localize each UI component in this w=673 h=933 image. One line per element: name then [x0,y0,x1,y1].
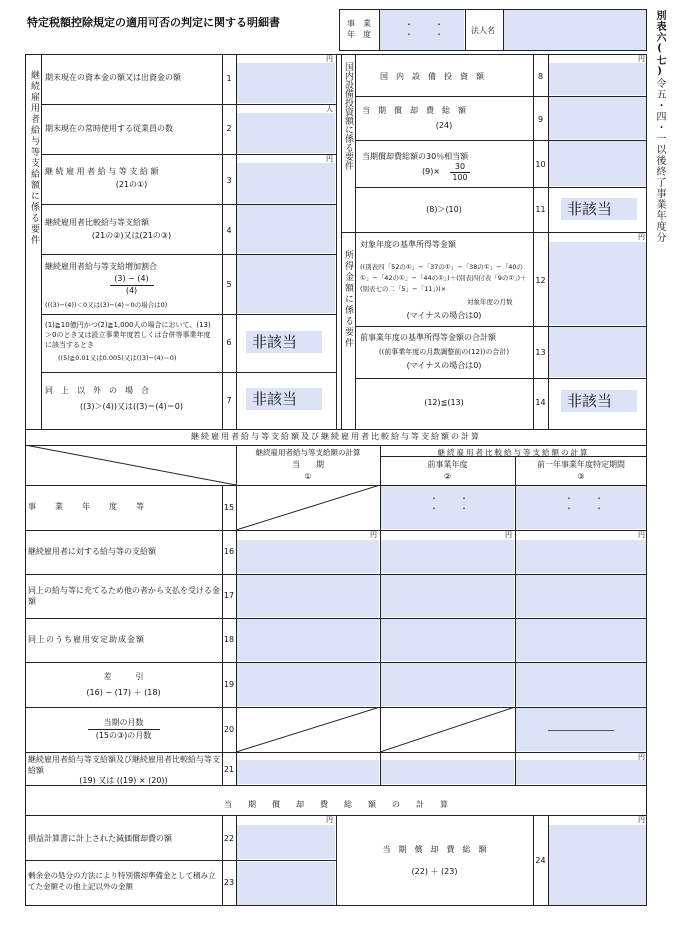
row20-label: 当期の月数 [103,718,144,727]
right-section1-label: 国内設備投資額に係る要件 [343,62,353,170]
row10-frac-bottom: 100 [452,173,468,182]
row13-label: 前事業年度の基準所得等金額の合計額 [360,333,496,342]
row18-col1-input[interactable] [237,619,379,661]
row24-label: 当 期 償 却 費 総 額 [382,845,487,854]
row10-formula: (9)× [422,167,441,176]
row8-label: 国 内 設 備 投 資 額 [380,72,484,81]
row10-frac-top: 30 [454,162,466,171]
depr-title: 当 期 償 却 費 総 額 の 計 算 [224,800,448,809]
row9-input[interactable] [549,97,646,139]
row12-sub2: 対象年度の月数 [467,298,513,306]
row18-col3-input[interactable] [516,619,646,661]
row19-col2-input[interactable] [381,663,514,706]
row18-label: 同上のうち雇用安定助成金額 [28,635,145,644]
row3-label: 継 続 雇 用 者 給 与 等 支 給 額 [45,167,159,176]
row24-input[interactable] [549,825,646,905]
row16-col2-input[interactable] [381,540,514,573]
calc-col1-no: ① [304,472,312,481]
row23-input[interactable] [237,862,335,905]
row9-label: 当 期 償 却 費 総 額 [362,106,466,115]
form-title: 特定税額控除規定の適用可否の判定に関する明細書 [27,16,280,29]
row1-input[interactable] [237,63,335,103]
row13-sub3: (マイナスの場合は0) [406,361,482,370]
row3-input[interactable] [237,163,335,203]
row21-col3-input[interactable] [516,760,646,784]
row18-col2-input[interactable] [381,619,514,661]
row17-col1-input[interactable] [237,575,379,617]
calc-col3-no: ③ [577,472,585,481]
calc-title: 継続雇用者給与等支給額及び継続雇用者比較給与等支給額の計算 [191,432,481,441]
row11-label: (8)＞(10) [426,205,462,214]
houjin-mei-field[interactable] [504,10,646,50]
row1-label: 期末現在の資本金の額又は出資金の額 [45,73,181,82]
row21-sub: (19) 又は ((19) × (20)) [79,776,168,785]
row19-sub: (16) − (17) ＋ (18) [86,688,161,697]
houjin-mei-label: 法人名 [471,26,495,35]
row16-label: 継続雇用者に対する給与等の支給額 [28,547,156,556]
row6-value[interactable]: 非該当 [246,331,322,353]
row7-label: 同 上 以 外 の 場 合 [45,386,149,395]
row13-sub: ((前事業年度の月数調整前の(12))の合計) [378,348,510,356]
row20-sub: (15の③)の月数 [95,731,152,740]
row4-sub: (21の②)又は(21の③) [91,231,172,240]
calc-col2-no: ② [443,472,452,481]
calc-col2-mid: 前事業年度 [427,460,468,469]
row19-label: 差 引 [103,672,144,681]
row22-input[interactable] [237,825,335,859]
row17-col3-input[interactable] [516,575,646,617]
calc-col23-top: 継続雇用者比較給与等支給額の計算 [437,448,590,457]
right-section2-label: 所得金額に係る要件 [343,250,353,349]
row2-label: 期末現在の常時使用する従業員の数 [45,124,173,133]
row21-col1-input[interactable] [237,760,379,784]
row19-col1-input[interactable] [237,663,379,706]
calc-col1-top: 継続雇用者給与等支給額の計算 [255,448,361,457]
row5-input[interactable] [237,255,335,313]
calc-col3-mid: 前一年事業年度特定期間 [537,460,625,469]
row5-sub: (((3)−(4))＜0又は(3)−(4)＝0の場合は0) [45,301,168,309]
row16-col3-input[interactable] [516,540,646,573]
jigyou-nendo-field[interactable] [380,10,464,50]
row8-input[interactable] [549,63,646,95]
row21-label: 継続雇用者給与等支給額及び継続雇用者比較給与等支給額 [28,755,220,775]
row12-sub: ((別表四「52の①」−「37の①」−「38の①」−「40の①」−「42の①」−「44の①」)＋(別表四付表「9の①」)＋(別表七の二「5」−「11」))× [360,263,527,293]
row4-input[interactable] [237,205,335,253]
row12-input[interactable] [549,242,646,325]
row15-label: 事 業 年 度 等 [28,502,145,511]
row19-col3-input[interactable] [516,663,646,706]
row7-value[interactable]: 非該当 [246,388,322,410]
row4-label: 継続雇用者比較給与等支給額 [45,218,149,227]
row24-sub: (22) ＋ (23) [411,867,458,876]
row7-sub: ((3)＞(4))又は((3)＝(4)＝0) [80,402,183,411]
row21-col2-input[interactable] [381,760,514,784]
row23-label: 剰余金の処分の方法により特別償却準備金として積み立てた金額その他上記以外の金額 [28,871,216,891]
row17-col2-input[interactable] [381,575,514,617]
row11-value[interactable]: 非該当 [561,198,637,220]
row14-value[interactable]: 非該当 [561,390,637,412]
row15-col3-input[interactable] [516,486,646,529]
row2-input[interactable] [237,113,335,153]
row13-input[interactable] [549,327,646,377]
left-section-label: 継続雇用者給与等支給額に係る要件 [29,70,39,246]
row14-label: (12)≦(13) [424,398,464,407]
row10-label: 当期償却費総額の30％相当額 [362,152,469,161]
row10-input[interactable] [549,141,646,186]
row12-label: 対象年度の基準所得等金額 [360,240,456,249]
row5-label: 継続雇用者給与等支給増加割合 [45,262,157,271]
row6-label: (1)≧10億円かつ(2)≧1,000人の場合において、(13)＞0のとき又は設立事業年度若しくは合併等事業年度に該当するとき [45,321,211,349]
jigyou-nendo-label: 事 業 年 度 [347,19,371,39]
row16-col1-input[interactable] [237,540,379,573]
row17-label: 同上の給与等に充てるため他の者から支払を受ける金額 [28,586,220,606]
calc-col1-mid: 当 期 [292,460,324,469]
row12-sub3: (マイナスの場合は0) [406,311,482,320]
era-note: 令五・四・一以後終了事業年度分 [654,78,665,243]
row6-sub: ((5)≧0.01又は0.005)又は((3)−(4)＝0) [58,354,177,362]
row22-label: 損益計算書に計上された減価償却費の額 [28,834,172,843]
row3-sub: (21の①) [115,180,148,189]
row9-sub: (24) [435,121,453,130]
calc-header-diagonal [25,445,236,485]
row5-frac-top: (3) − (4) [114,274,149,283]
row5-frac-bottom: (4) [125,286,138,295]
form-number: 別表六(七) [654,10,665,78]
row15-col2-input[interactable] [381,486,514,529]
